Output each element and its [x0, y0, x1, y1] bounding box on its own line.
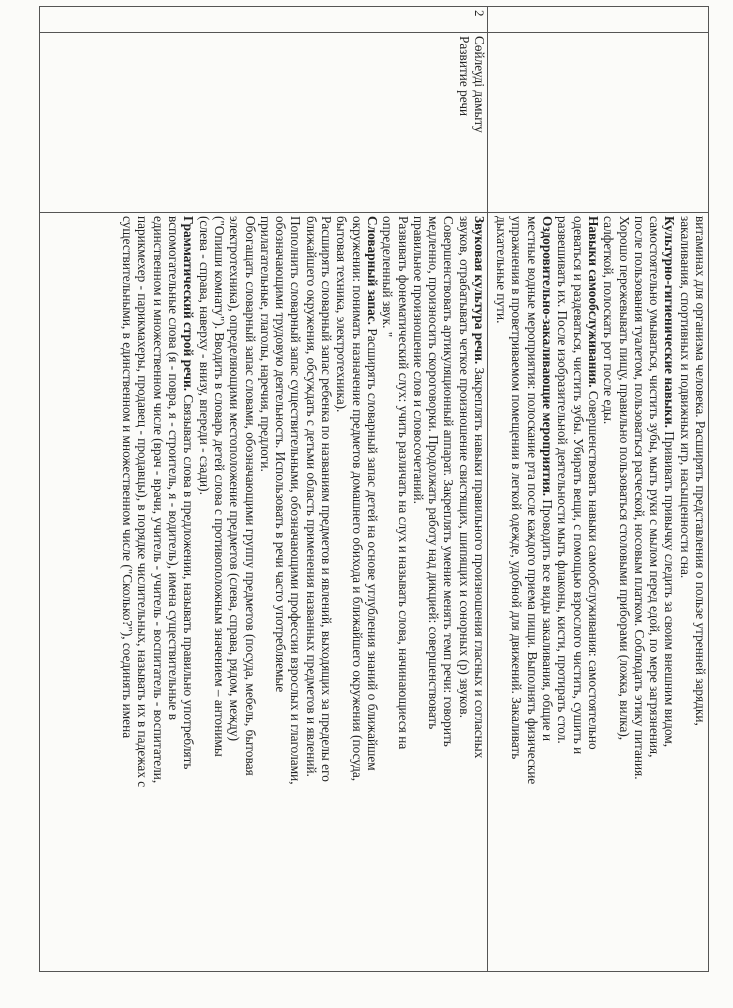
- line-text: салфеткой, полоскать рот после еды.: [601, 216, 617, 425]
- section-heading: Культурно-гигиенические навыки.: [662, 216, 678, 428]
- line-text: витаминах для организма человека. Расширять представления о пользе утренней зарядки,: [693, 216, 708, 726]
- text-line: [334, 216, 349, 968]
- text-line: [677, 216, 692, 968]
- text-line: [288, 216, 303, 968]
- area-cell: [40, 33, 488, 213]
- line-text: дыхательные пути.: [494, 216, 510, 324]
- text-line: [166, 216, 181, 968]
- line-text: парикмехер - парикмахеры, продавец - продавцы), в порядке числительных, называть их в падежах с: [135, 216, 151, 788]
- content-cell: [488, 213, 709, 972]
- line-text: медленно, произносить скороговорки. Продолжать работу над дикцией: совершенствовать: [426, 216, 442, 730]
- line-text: (слева - справа, наверху - внизу, впереди - сзади).: [196, 216, 212, 495]
- text-line: [411, 216, 426, 968]
- content-text: [494, 216, 708, 968]
- line-text: Проводить все виды закаливания, общие и: [540, 496, 556, 742]
- line-text: прилагательные, глаголы, наречия, предлоги.: [257, 216, 273, 472]
- line-text: Расширять словарный запас ребенка по названиям предметов и явлений, выходящих за пределы его: [319, 216, 335, 782]
- line-text: Совершенствовать навыки самообслуживания: самостоятельно: [585, 387, 601, 750]
- line-text: ("Опиши комнату"). Вводить в словарь детей слова с противоположным значением – антонимы: [211, 216, 227, 757]
- text-line: [303, 216, 318, 968]
- line-text: ближайшего окружения, обсуждать с детьми область применения названных предметов и явлений.: [303, 216, 319, 777]
- line-text: Связывать слова в предложении, называть правильно употреблять: [181, 391, 197, 770]
- section-heading: Грамматический строй речи.: [181, 216, 197, 392]
- line-text: Расширять словарный запас детей на основе углубления знаний о ближайшем: [364, 325, 380, 771]
- line-text: Обогащать словарный запас словами, обозначающими группу предметов (посуда, мебель, бытовая: [242, 216, 258, 776]
- line-text: определенный звук. ": [380, 216, 396, 338]
- line-text: Хорошо пережевывать пищу, правильно пользоваться столовыми приборами (ложка, вилка),: [616, 216, 632, 741]
- line-text: Закреплять навыки правильного произношения гласных и согласных: [472, 364, 487, 759]
- content-text: [120, 216, 487, 968]
- section-heading: Звуковая культура речи.: [472, 216, 487, 365]
- text-line: [540, 216, 555, 968]
- text-line: [570, 216, 585, 968]
- text-line: [555, 216, 570, 968]
- line-text: самостоятельно умываться, чистить зубы, мыть руки с мылом перед едой, по мере загрязнения,: [647, 216, 663, 758]
- section-heading: Оздоровительно-закаливающие мероприятия.: [540, 216, 556, 497]
- row-number-cell: 2: [40, 7, 488, 33]
- line-text: правильное произношение слов и словосочетаний.: [410, 216, 426, 504]
- text-line: [150, 216, 165, 968]
- area-title-kz: Сөйлеуді дамыту: [472, 36, 487, 133]
- text-line: [349, 216, 364, 968]
- text-line: [601, 216, 616, 968]
- table-row: [488, 7, 709, 972]
- text-line: [227, 216, 242, 968]
- text-line: [380, 216, 395, 968]
- line-text: местные водные мероприятия: полоскание рта после каждого приема пищи. Выполнять физические: [524, 216, 540, 785]
- table-row: [40, 7, 488, 972]
- text-line: [196, 216, 211, 968]
- area-cell: [488, 33, 709, 213]
- text-line: [524, 216, 539, 968]
- row-number-cell: [488, 7, 709, 33]
- line-text: вспомогательные слова (я - повра, я - строитель, я - водитель), имена существительные в: [166, 216, 182, 721]
- text-line: [509, 216, 524, 968]
- text-line: [647, 216, 662, 968]
- line-text: бытовая техника, электротехника).: [334, 216, 350, 413]
- line-text: развешивать их. После изобразительной деятельности мыть флаконы, кисти, протирать стол.: [555, 216, 571, 744]
- text-line: [426, 216, 441, 968]
- line-text: электротехника), определяющими местоположение предметов (слева, справа, рядом, между): [227, 216, 243, 742]
- text-line: [616, 216, 631, 968]
- area-title-ru: Развитие речи: [456, 36, 472, 117]
- line-text: окружении: понимать назначение предметов домашнего обихода и ближайшего окружения (посуда,: [349, 216, 365, 782]
- text-line: [181, 216, 196, 968]
- section-heading: Навыки самообслуживания.: [585, 216, 601, 388]
- line-text: Прививать привычку следить за своим внешним видом,: [662, 427, 678, 748]
- text-line: [242, 216, 257, 968]
- line-text: существительными, в единственном и множественном числе ("Сколько?"), соединять имена: [120, 216, 136, 739]
- text-line: [693, 216, 708, 968]
- text-line: [632, 216, 647, 968]
- line-text: закаливания, спортивных и подвижных игр, насыщенности сна.: [677, 216, 693, 579]
- text-line: [494, 216, 509, 968]
- text-line: [472, 216, 487, 968]
- text-line: [456, 216, 471, 968]
- line-text: Пополнить словарный запас существительными, обозначающими профессии взрослых и глаголами,: [288, 216, 304, 785]
- text-line: [441, 216, 456, 968]
- line-text: одеваться и раздеваться, чистить зубы. Убирать вещи, с помощью взрослого чистить, сушить и: [570, 216, 586, 755]
- curriculum-table: [39, 6, 709, 972]
- content-cell: [40, 213, 488, 972]
- line-text: Совершенствовать артикуляционный аппарат. Закреплять умение менять темп речи: говорить: [441, 216, 457, 747]
- line-text: Развивать фонематический слух: учить различать на слух и называть слова, начинающиеся на: [395, 216, 411, 750]
- text-line: [319, 216, 334, 968]
- text-line: [273, 216, 288, 968]
- text-line: [120, 216, 135, 968]
- text-line: [395, 216, 410, 968]
- line-text: единственном и множественном числе (врач - врачи, учитель - учитель - воспитатель - воспитатели,: [150, 216, 166, 784]
- line-text: обозначающими трудовую деятельность. Использовать в речи часто употребляемые: [273, 216, 289, 693]
- line-text: звуков, отрабатывать четкое произношение свистящих, шипящих и сонорных (р) звуков.: [456, 216, 472, 718]
- text-line: [662, 216, 677, 968]
- section-heading: Словарный запас.: [364, 216, 380, 325]
- text-line: [258, 216, 273, 968]
- text-line: [586, 216, 601, 968]
- line-text: после пользования туалетом, пользоваться расческой, носовым платком. Соблюдать этику питания.: [631, 216, 647, 780]
- line-text: упражнения в проветриваемом помещении в легкой одежде, удобной для движений. Закаливать: [509, 216, 525, 760]
- text-line: [365, 216, 380, 968]
- text-line: [212, 216, 227, 968]
- text-line: [135, 216, 150, 968]
